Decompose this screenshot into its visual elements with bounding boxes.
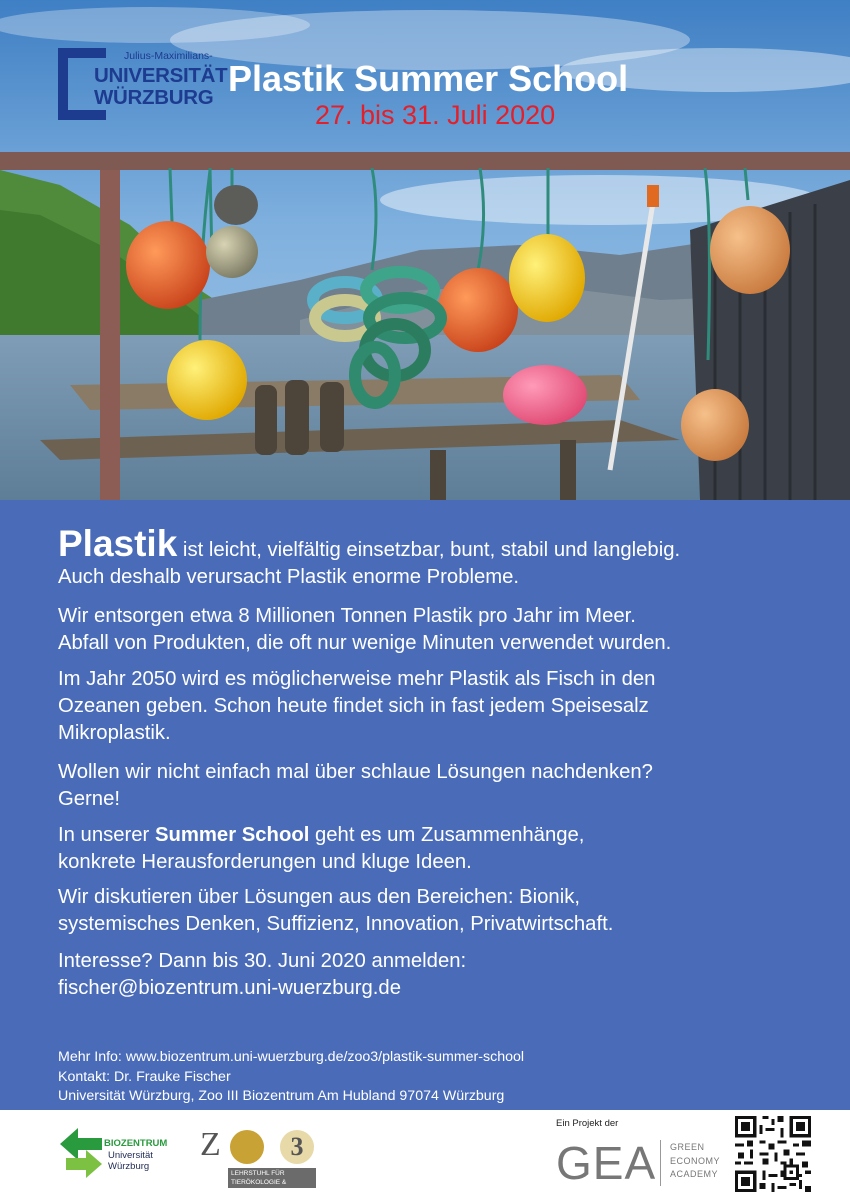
zoo3-logo [200,1124,320,1195]
contact-info [58,1048,524,1107]
waste-line-2: Abfall von Produkten, die oft nur wenige Minuten verwendet wurden. [58,632,672,654]
university-logo [58,48,228,120]
more-info-link[interactable]: Mehr Info: www.biozentrum.uni-wuerzburg.de/zoo3/plastik-summer-school [58,1049,525,1065]
event-dates: 27. bis 31. Juli 2020 [315,100,556,130]
gea-subtitle [670,1141,720,1182]
future-line-3: Mikroplastik. [58,722,171,744]
paragraph-registration [58,948,466,1002]
zoo3-caption-2: TIERÖKOLOGIE & TROPENBIOLOGIE [231,1179,290,1195]
gea-divider [660,1140,661,1186]
solutions-line-2: Gerne! [58,788,121,810]
school-line-2: konkrete Herausforderungen und kluge Ideen. [58,851,472,873]
contact-person: Kontakt: Dr. Frauke Fischer [58,1068,231,1085]
zoo3-caption-1: LEHRSTUHL FÜR [231,1170,285,1177]
contact-address: Universität Würzburg, Zoo III Biozentrum Am Hubland 97074 Würzburg [58,1088,505,1104]
school-post: geht es um Zusammenhänge, [309,824,585,846]
logo-line-2: WÜRZBURG [94,86,214,109]
registration-email[interactable]: fischer@biozentrum.uni-wuerzburg.de [58,977,401,999]
biozentrum-arrows-icon [58,1122,106,1182]
biozentrum-name: BIOZENTRUM [104,1138,168,1149]
school-pre: In unserer [58,824,155,846]
biozentrum-line-3: Würzburg [108,1161,150,1172]
school-bold: Summer School [154,824,310,846]
sponsor-footer [0,1110,850,1200]
zoo3-three: 3 [280,1130,314,1164]
paragraph-ocean-waste [58,603,671,657]
future-line-1: Im Jahr 2050 wird es möglicherweise mehr Plastik als Fisch in den [58,668,656,690]
biozentrum-logo [58,1122,168,1182]
logo-superscript: Julius-Maximilians- [124,50,213,62]
gea-line-1: GREEN [670,1142,705,1152]
biozentrum-line-2: Universität [108,1150,153,1161]
intro-line-2: Auch deshalb verursacht Plastik enorme Probleme. [58,566,520,588]
intro-rest: ist leicht, vielfältig einsetzbar, bunt, stabil und langlebig. [177,539,681,561]
header-photo [0,0,850,500]
waste-line-1: Wir entsorgen etwa 8 Millionen Tonnen Plastik pro Jahr im Meer. [58,605,636,627]
qr-code-icon[interactable] [735,1116,811,1192]
gea-logo: GEA [556,1137,657,1189]
logo-line-1: UNIVERSITÄT [94,64,228,87]
description-panel [0,500,850,1110]
paragraph-summer-school [58,822,584,876]
registration-line-1: Interesse? Dann bis 30. Juni 2020 anmelden: [58,950,467,972]
zoo3-caption [228,1168,316,1195]
paragraph-topics [58,884,613,938]
page-title: Plastik Summer School [228,58,629,99]
paragraph-2050 [58,666,655,747]
future-line-2: Ozeanen geben. Schon heute findet sich in fast jedem Speisesalz [58,695,649,717]
topics-line-1: Wir diskutieren über Lösungen aus den Bereichen: Bionik, [58,886,580,908]
zoo3-z: Z [200,1126,221,1163]
intro-word: Plastik [58,523,178,564]
solutions-line-1: Wollen wir nicht einfach mal über schlaue Lösungen nachdenken? [58,761,653,783]
topics-line-2: systemisches Denken, Suffizienz, Innovation, Privatwirtschaft. [58,913,614,935]
project-label: Ein Projekt der [556,1118,619,1129]
paragraph-intro [58,524,680,591]
gea-line-3: ACADEMY [670,1169,719,1179]
gea-line-2: ECONOMY [670,1155,721,1166]
zoo3-bee-icon [230,1130,264,1164]
paragraph-solutions [58,759,653,813]
